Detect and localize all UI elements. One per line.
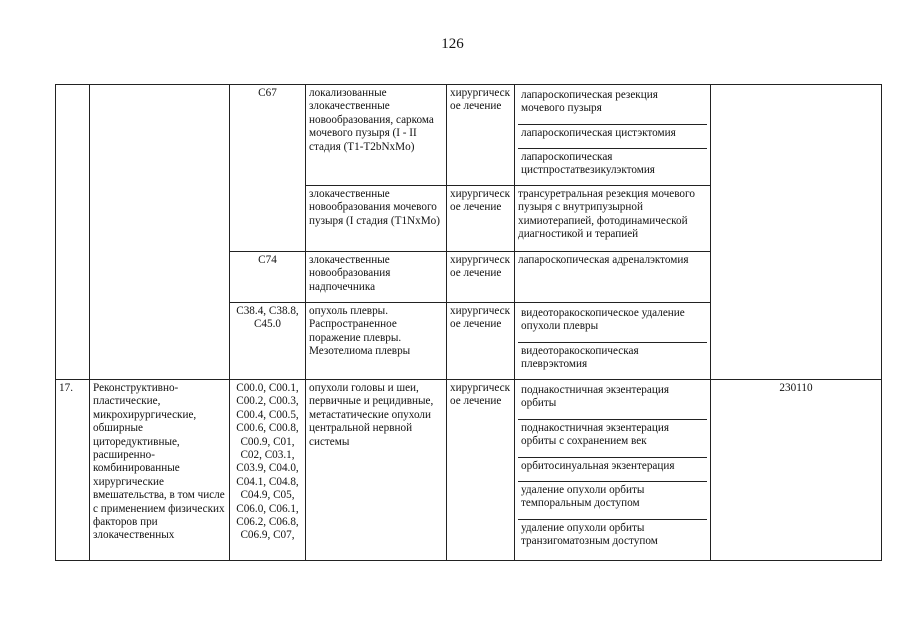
- methods-cell: [515, 303, 711, 380]
- method-item: видеоторакоскопическая плеврэктомия: [521, 345, 639, 371]
- care-type-cell: Реконструктивно-пластические, микрохирургические, обширные циторедуктивные, расширенно-комбинированные хирургические вмешательства, в том числе с применением физических факторов при злокачественных: [90, 380, 230, 561]
- method-item: удаление опухоли орбиты темпоральным доступом: [518, 482, 707, 520]
- diagnosis-cell: опухоли головы и шеи, первичные и рецидивные, метастатические опухоли центральной нервной системы: [306, 380, 447, 561]
- method-item: орбитосинуальная экзентерация: [518, 458, 707, 482]
- method-item: лапароскопическая цистпростатвезикулэктомия: [521, 151, 655, 177]
- medical-care-table: [55, 84, 882, 561]
- diagnosis-cell: локализованные злокачественные новообразования, саркома мочевого пузыря (I - II стадия (T1-T2bNxMo): [306, 85, 447, 186]
- method-item: поднакостничная экзентерация орбиты: [518, 382, 707, 420]
- method-item: удаление опухоли орбиты транзигоматозным доступом: [521, 522, 658, 548]
- methods-cell: трансуретральная резекция мочевого пузыря с внутрипузырной химиотерапией, фотодинамической диагностикой и терапией: [515, 186, 711, 252]
- treatment-cell: хирургическ ое лечение: [447, 303, 515, 380]
- icd-code-cell: C67: [230, 85, 306, 252]
- methods-cell: [515, 380, 711, 561]
- care-type-cell: [90, 85, 230, 380]
- method-item: видеоторакоскопическое удаление опухоли плевры: [518, 305, 707, 343]
- treatment-cell: хирургическ ое лечение: [447, 380, 515, 561]
- row-number-cell: 17.: [56, 380, 90, 561]
- cost-cell: 230110: [711, 380, 882, 561]
- table-row: [56, 85, 882, 186]
- methods-cell: лапароскопическая адреналэктомия: [515, 252, 711, 303]
- treatment-cell: хирургическ ое лечение: [447, 252, 515, 303]
- table-row: [56, 380, 882, 561]
- methods-cell: [515, 85, 711, 186]
- diagnosis-cell: злокачественные новообразования мочевого пузыря (I стадия (T1NxMo): [306, 186, 447, 252]
- row-number-cell: [56, 85, 90, 380]
- method-item: поднакостничная экзентерация орбиты с сохранением век: [518, 420, 707, 458]
- method-item: лапароскопическая цистэктомия: [518, 125, 707, 149]
- treatment-cell: хирургическ ое лечение: [447, 85, 515, 186]
- page-number: 126: [441, 36, 464, 52]
- icd-code-cell: C38.4, C38.8, C45.0: [230, 303, 306, 380]
- cost-cell: [711, 85, 882, 380]
- method-item: лапароскопическая резекция мочевого пузыря: [518, 87, 707, 125]
- diagnosis-cell: злокачественные новообразования надпочечника: [306, 252, 447, 303]
- treatment-cell: хирургическ ое лечение: [447, 186, 515, 252]
- icd-code-cell: C00.0, C00.1, C00.2, C00.3, C00.4, C00.5, C00.6, C00.8, C00.9, C01, C02, C03.1, C03.9, C04.0, C04.1, C04.8, C04.9, C05, C06.0, C06.1, C06.2, C06.8, C06.9, C07,: [230, 380, 306, 561]
- icd-code-cell: C74: [230, 252, 306, 303]
- diagnosis-cell: опухоль плевры. Распространенное поражение плевры. Мезотелиома плевры: [306, 303, 447, 380]
